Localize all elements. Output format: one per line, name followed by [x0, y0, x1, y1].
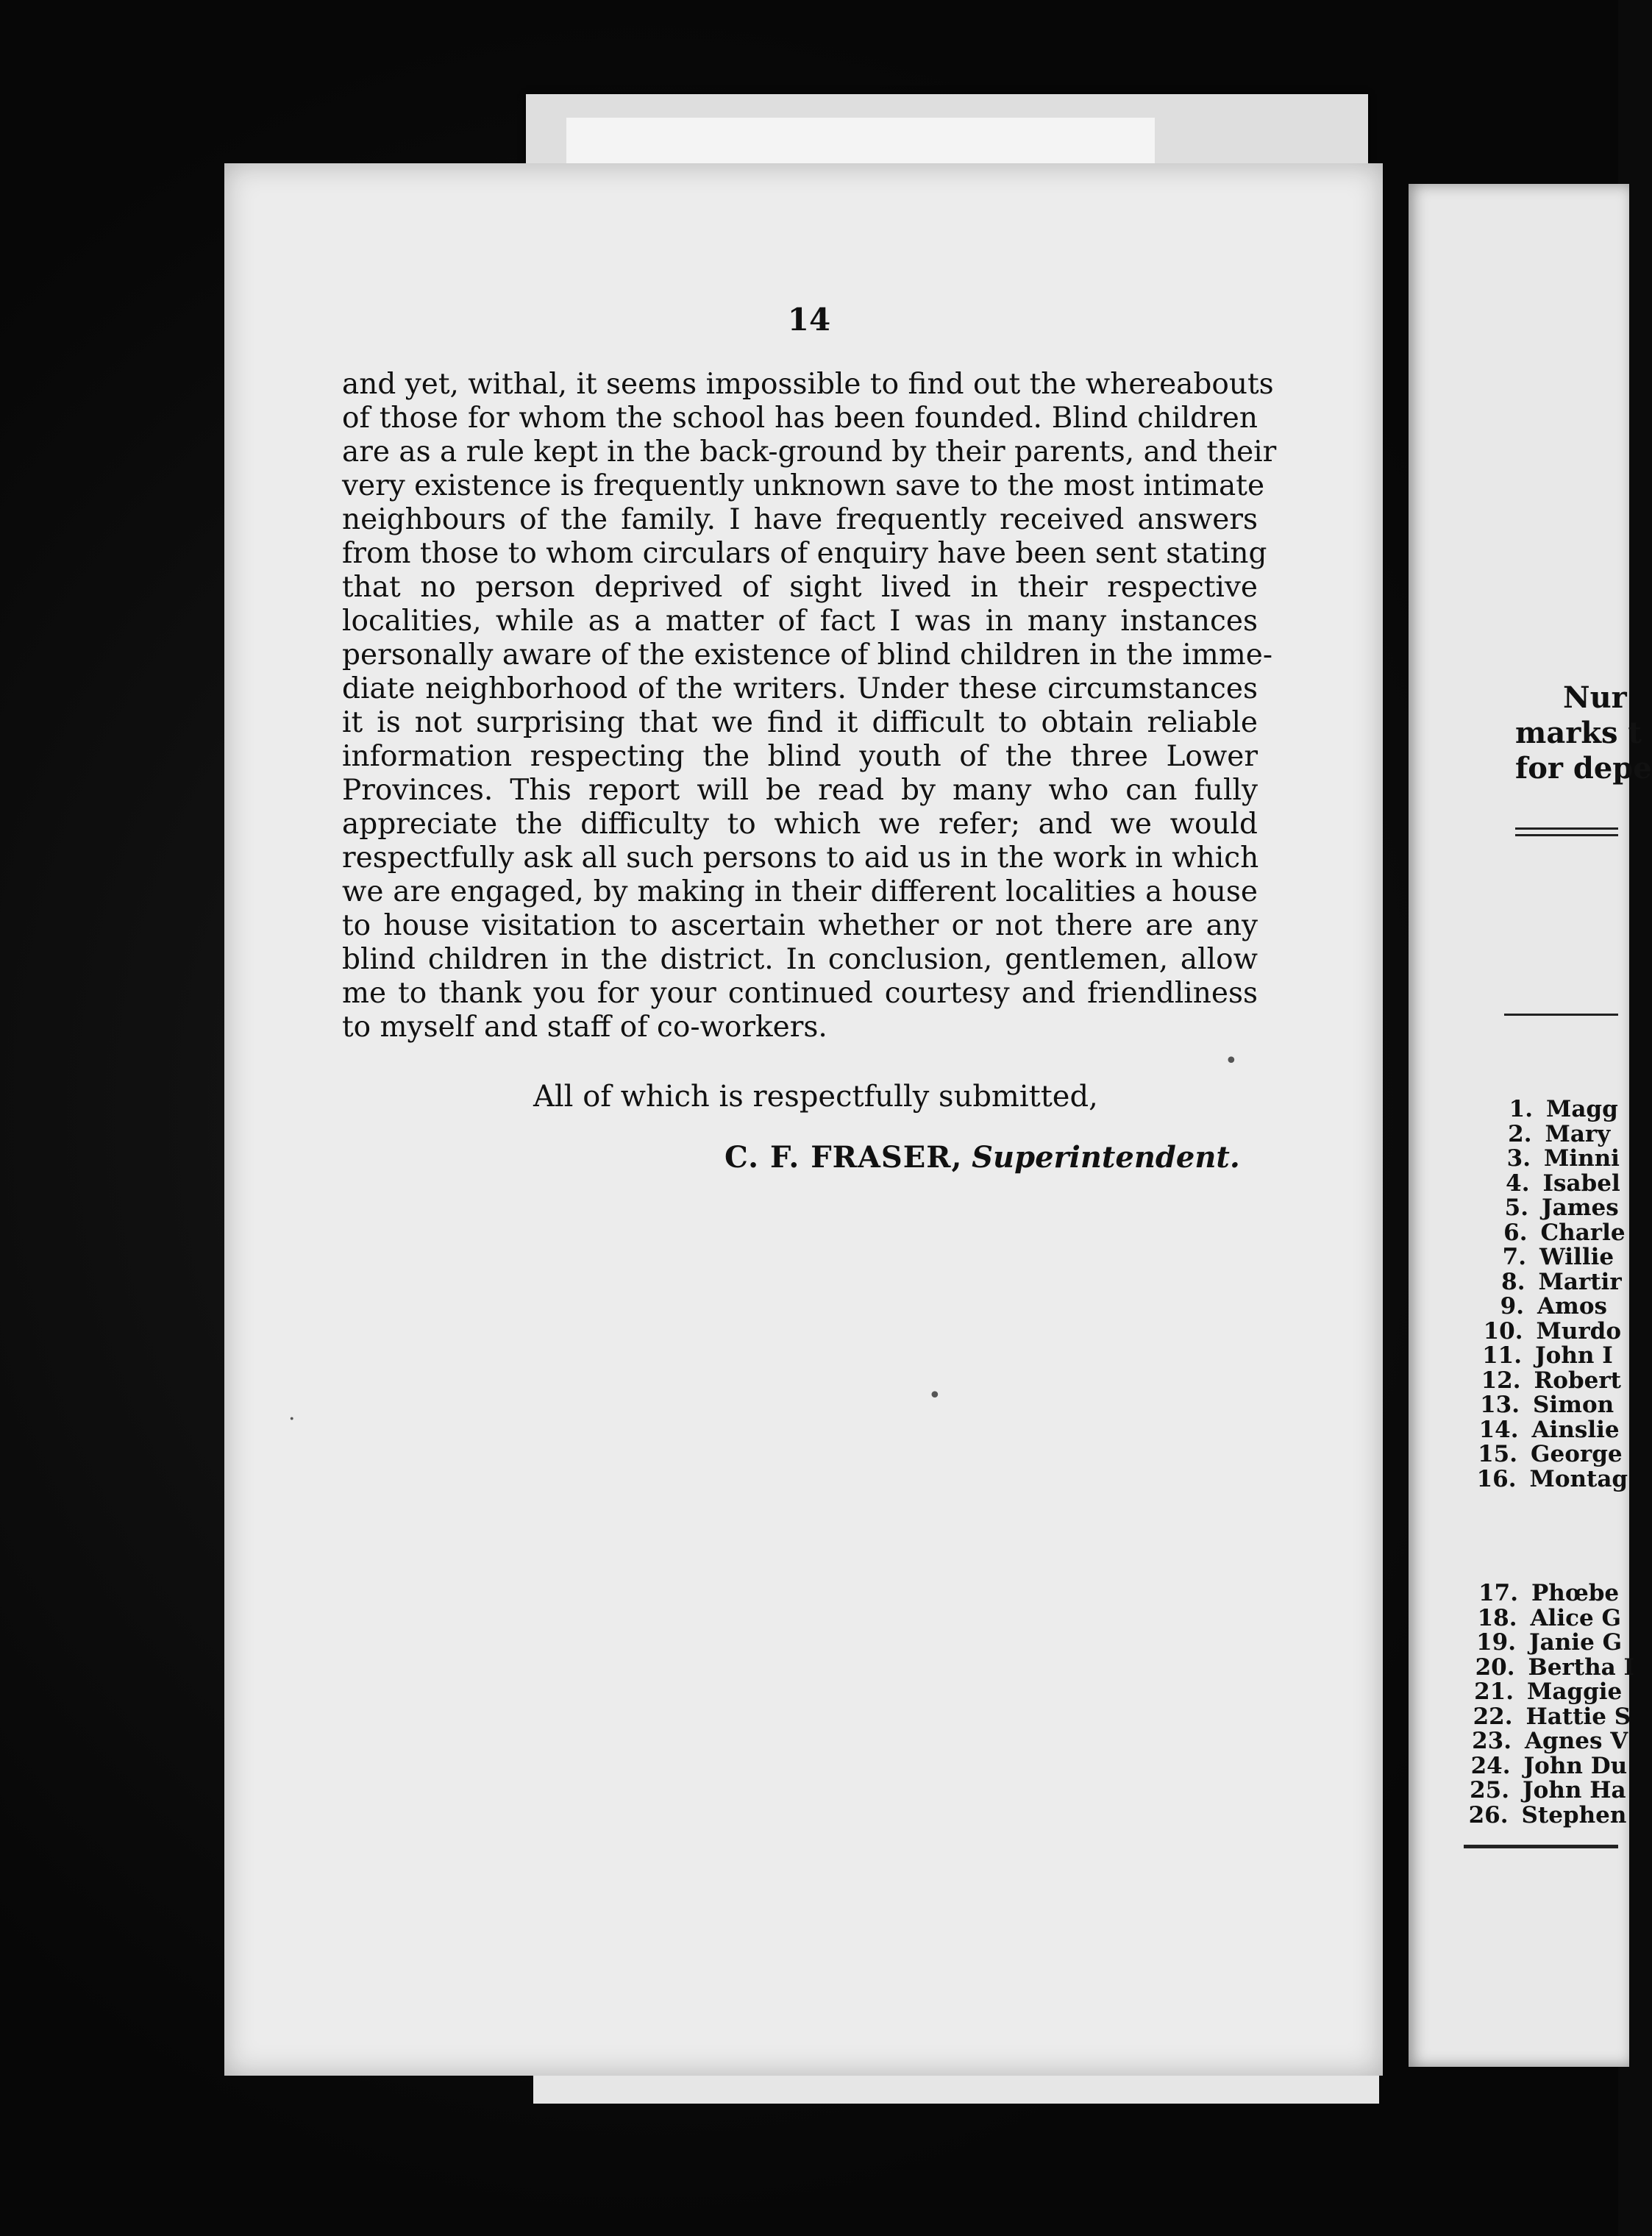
list-item-name: Charle: [1540, 1219, 1626, 1246]
list-item-name: Hattie S: [1525, 1703, 1631, 1730]
list-item-name: Magg: [1546, 1096, 1618, 1122]
list-item: [1481, 1367, 1622, 1394]
body-line: diate neighborhood of the writers. Under these circumstances: [342, 672, 1258, 705]
signature-title: Superintendent.: [972, 1140, 1240, 1175]
list-item-name: Isabel: [1542, 1169, 1620, 1197]
list-item-name: Ainslie: [1531, 1416, 1620, 1443]
list-item-number: 12.: [1481, 1367, 1521, 1394]
scan-speck: ·: [288, 1406, 296, 1432]
body-line: to myself and staff of co-workers.: [342, 1011, 827, 1044]
list-item-name: Minni: [1544, 1145, 1620, 1172]
body-line: information respecting the blind youth of the three Lower: [342, 740, 1258, 773]
list-item-name: Alice G: [1530, 1604, 1621, 1631]
body-line: very existence is frequently unknown save to the most intimate: [342, 469, 1265, 502]
closing-line: All of which is respectfully submitted,: [533, 1080, 1098, 1114]
list-item-name: Montag: [1529, 1465, 1628, 1492]
list-item: [1484, 1318, 1622, 1345]
list-item-number: 5.: [1504, 1194, 1528, 1221]
list-item-number: 15.: [1478, 1441, 1517, 1467]
list-item: [1482, 1342, 1613, 1369]
list-item-name: Bertha I: [1528, 1653, 1634, 1681]
list-item-name: Maggie: [1527, 1678, 1623, 1705]
list-item-number: 19.: [1476, 1629, 1516, 1656]
list-item-number: 21.: [1474, 1678, 1514, 1705]
list-item-number: 14.: [1478, 1416, 1519, 1443]
list-item-number: 23.: [1472, 1728, 1512, 1754]
list-item-name: James: [1542, 1194, 1619, 1221]
body-line: blind children in the district. In conclusion, gentlemen, allow: [342, 943, 1258, 976]
list-item-number: 13.: [1480, 1392, 1520, 1418]
list-item-name: Murdo: [1536, 1317, 1622, 1345]
body-line: from those to whom circulars of enquiry have been sent stating: [342, 537, 1267, 570]
list-item: [1489, 1194, 1619, 1221]
list-item-name: John Du: [1523, 1752, 1628, 1779]
list-item: [1493, 1096, 1618, 1122]
list-item-number: 22.: [1473, 1703, 1513, 1730]
list-item-number: 3.: [1506, 1145, 1531, 1172]
list-item: [1470, 1777, 1626, 1804]
body-line: personally aware of the existence of blind children in the imme-: [342, 638, 1273, 672]
body-line: that no person deprived of sight lived in their respective: [342, 571, 1258, 604]
list-item-name: John I: [1535, 1342, 1613, 1369]
body-line: neighbours of the family. I have frequently received answers: [342, 503, 1258, 536]
list-item: [1478, 1441, 1623, 1467]
list-item: [1480, 1392, 1614, 1418]
signature-name: C. F. FRASER,: [724, 1140, 963, 1175]
list-item: [1476, 1629, 1622, 1656]
body-line: Provinces. This report will be read by many who can fully: [342, 774, 1258, 807]
list-item: [1488, 1220, 1626, 1246]
double-rule-top: [1515, 827, 1618, 830]
scan-speck: •: [1225, 1048, 1238, 1074]
list-item-number: 11.: [1482, 1342, 1522, 1369]
list-item-name: Willie: [1539, 1244, 1614, 1270]
right-page-heading: [1515, 680, 1652, 786]
list-item: [1491, 1145, 1620, 1172]
list-item: [1478, 1580, 1619, 1606]
list-item-number: 26.: [1468, 1801, 1509, 1829]
list-item-name: Stephen: [1521, 1801, 1627, 1829]
list-item-number: 2.: [1508, 1120, 1532, 1147]
list-item: [1473, 1703, 1631, 1730]
list-item: [1469, 1802, 1627, 1829]
list-item-name: John Ha: [1523, 1777, 1626, 1804]
body-line: localities, while as a matter of fact I was in many instances: [342, 605, 1258, 638]
body-paragraph: [342, 368, 1277, 1044]
list-item-name: Martir: [1538, 1268, 1622, 1295]
body-line: me to thank you for your continued courtesy and friendliness: [342, 977, 1258, 1010]
list-item: [1486, 1269, 1622, 1295]
list-item-number: 25.: [1470, 1777, 1509, 1804]
list-item-number: 18.: [1477, 1604, 1517, 1631]
list-item: [1475, 1654, 1635, 1681]
list-item-number: 1.: [1509, 1096, 1533, 1122]
list-item-number: 16.: [1476, 1465, 1517, 1492]
list-item-number: 10.: [1483, 1317, 1523, 1345]
list-item-number: 7.: [1502, 1244, 1526, 1270]
list-item-name: George: [1531, 1441, 1623, 1467]
body-line: to house visitation to ascertain whether or not there are any: [342, 909, 1258, 942]
list-item-number: 24.: [1470, 1752, 1511, 1779]
list-item-name: Phœbe: [1531, 1580, 1620, 1606]
list-item-name: Robert: [1534, 1367, 1621, 1394]
list-item: [1477, 1466, 1628, 1492]
page-number: 14: [787, 302, 831, 338]
list-item-name: Simon: [1533, 1392, 1614, 1418]
body-line: of those for whom the school has been founded. Blind children: [342, 402, 1258, 435]
signature: [724, 1140, 1240, 1175]
body-line: are as a rule kept in the back-ground by their parents, and their: [342, 435, 1277, 469]
body-line: it is not surprising that we find it difficult to obtain reliable: [342, 706, 1258, 739]
list-item-name: Amos: [1537, 1293, 1607, 1320]
list-item-name: Janie G: [1529, 1629, 1623, 1656]
list-item: [1471, 1753, 1628, 1779]
list-item-number: 17.: [1478, 1580, 1518, 1606]
list-item: [1472, 1728, 1628, 1754]
list-item: [1487, 1244, 1614, 1270]
list-item-number: 9.: [1500, 1293, 1524, 1320]
list-item: [1479, 1417, 1620, 1443]
body-line: we are engaged, by making in their different localities a house: [342, 875, 1258, 908]
table-bottom-rule: [1464, 1845, 1618, 1848]
right-heading-line: marks t: [1515, 716, 1642, 750]
list-item: [1484, 1293, 1607, 1320]
list-item-number: 20.: [1475, 1653, 1515, 1681]
right-heading-line: for depe: [1515, 751, 1652, 786]
body-line: appreciate the difficulty to which we refer; and we would: [342, 808, 1258, 841]
list-item-number: 8.: [1501, 1268, 1525, 1295]
table-rule: [1504, 1014, 1618, 1016]
body-line: respectfully ask all such persons to aid us in the work in which: [342, 841, 1259, 875]
double-rule-bottom: [1515, 834, 1618, 836]
list-item: [1492, 1121, 1611, 1147]
list-item: [1474, 1678, 1622, 1705]
list-item-name: Agnes V: [1525, 1728, 1628, 1754]
list-item: [1490, 1170, 1620, 1197]
list-item-number: 6.: [1503, 1219, 1528, 1246]
scan-speck: •: [928, 1383, 941, 1409]
list-item: [1478, 1605, 1621, 1631]
right-heading-line: Nur: [1563, 680, 1627, 715]
body-line: and yet, withal, it seems impossible to find out the whereabouts: [342, 368, 1274, 401]
list-item-number: 4.: [1506, 1169, 1530, 1197]
list-item-name: Mary: [1545, 1120, 1611, 1147]
